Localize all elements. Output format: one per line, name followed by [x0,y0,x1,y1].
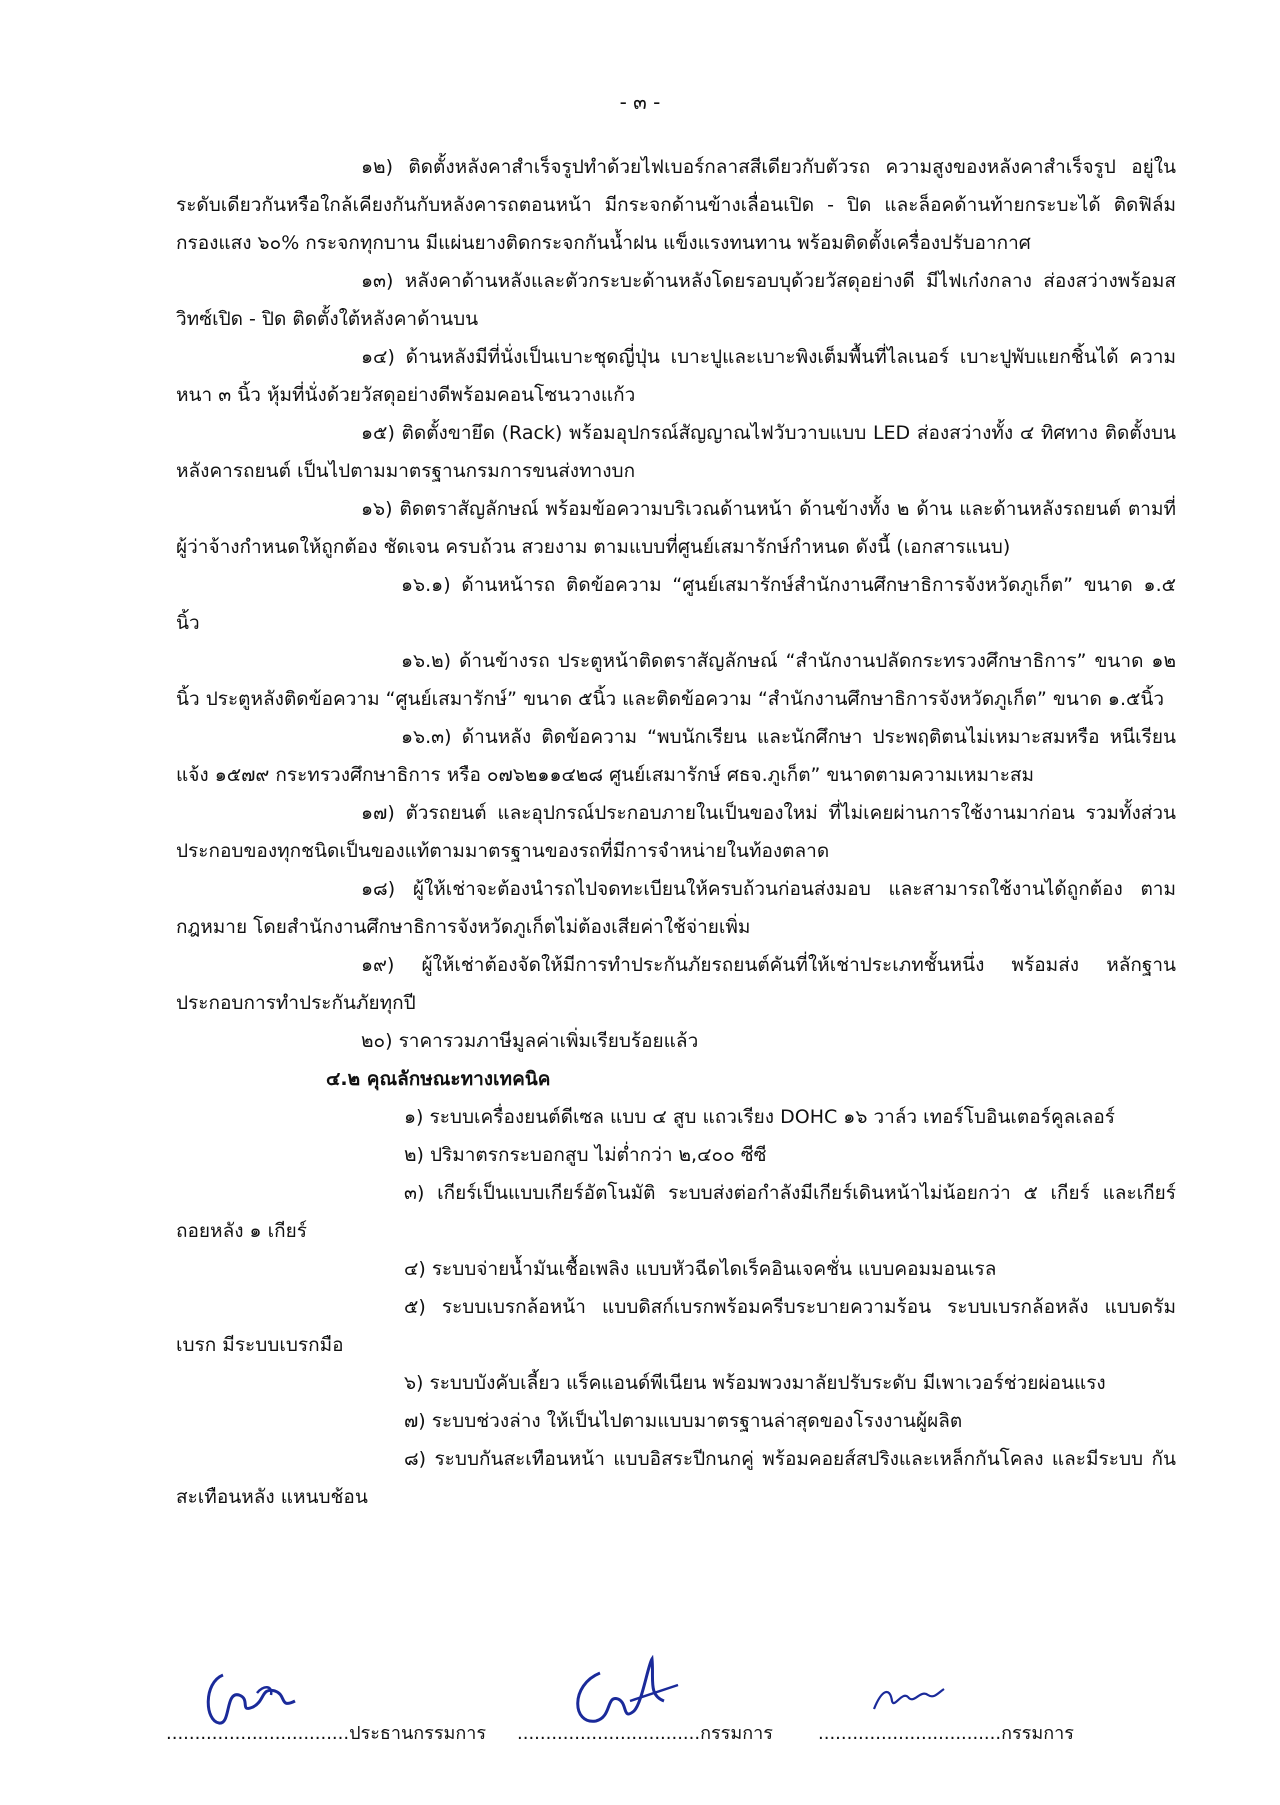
list-item: ๑๔) ด้านหลังมีที่นั่งเป็นเบาะชุดญี่ปุ่น เบาะปูและเบาะพิงเต็มพื้นที่ไลเนอร์ เบาะปูพับแยกชิ้นได้ ความหนา ๓ นิ้ว หุ้มที่นั่งด้วยวัสดุอย่างดีพร้อมคอนโซนวางแก้ว [176,346,1176,406]
chairman-label: ประธานกรรมการ [349,1723,487,1744]
member1-label: กรรมการ [700,1723,773,1744]
tech-item: ๖) ระบบบังคับเลี้ยว แร็คแอนด์พีเนียน พร้อมพวงมาลัยปรับระดับ มีเพาเวอร์ช่วยผ่อนแรง [404,1372,1106,1394]
tech-item: ๘) ระบบกันสะเทือนหน้า แบบอิสระปีกนกคู่ พร้อมคอยส์สปริงและเหล็กกันโคลง และมีระบบ กันสะเทือนหลัง แหนบช้อน [176,1448,1176,1508]
list-item: ๑๖) ติดตราสัญลักษณ์ พร้อมข้อความบริเวณด้านหน้า ด้านข้างทั้ง ๒ ด้าน และด้านหลังรถยนต์ ตามที่ผู้ว่าจ้างกำหนดให้ถูกต้อง ชัดเจน ครบถ้วน สวยงาม ตามแบบที่ศูนย์เสมารักษ์กำหนด ดังนี้ (เอกสารแนบ) [176,498,1176,558]
tech-item: ๔) ระบบจ่ายน้ำมันเชื้อเพลิง แบบหัวฉีดไดเร็คอินเจคชั่น แบบคอมมอนเรล [404,1258,997,1280]
page-number: - ๓ - [619,90,661,114]
tech-item: ๗) ระบบช่วงล่าง ให้เป็นไปตามแบบมาตรฐานล่าสุดของโรงงานผู้ผลิต [404,1410,963,1432]
signature-row [0,1655,1280,1765]
tech-item: ๑) ระบบเครื่องยนต์ดีเซล แบบ ๔ สูบ แถวเรียง DOHC ๑๖ วาล์ว เทอร์โบอินเตอร์คูลเลอร์ [404,1106,1115,1128]
chairman-signature: ................................ประธานกรรมการ [166,1723,487,1744]
tech-item: ๕) ระบบเบรกล้อหน้า แบบดิสก์เบรกพร้อมครีบระบายความร้อน ระบบเบรกล้อหลัง แบบดรัมเบรก มีระบบเบรกมือ [176,1296,1176,1356]
sub-list-item: ๑๖.๓) ด้านหลัง ติดข้อความ “พบนักเรียน และนักศึกษา ประพฤติตนไม่เหมาะสมหรือ หนีเรียน แจ้ง ๑๕๗๙ กระทรวงศึกษาธิการ หรือ ๐๗๖๒๑๑๔๒๘ ศูนย์เสมารักษ์ ศธจ.ภูเก็ต” ขนาดตามความเหมาะสม [176,726,1176,786]
list-item: ๑๕) ติดตั้งขายึด (Rack) พร้อมอุปกรณ์สัญญาณไฟวับวาบแบบ LED ส่องสว่างทั้ง ๔ ทิศทาง ติดตั้งบนหลังคารถยนต์ เป็นไปตามมาตรฐานกรมการขนส่งทางบก [176,422,1176,482]
member2-signature-scribble [868,1679,948,1719]
list-item: ๑๘) ผู้ให้เช่าจะต้องนำรถไปจดทะเบียนให้ครบถ้วนก่อนส่งมอบ และสามารถใช้งานได้ถูกต้อง ตามกฎหมาย โดยสำนักงานศึกษาธิการจังหวัดภูเก็ตไม่ต้องเสียค่าใช้จ่ายเพิ่ม [176,878,1176,938]
sub-list-item: ๑๖.๑) ด้านหน้ารถ ติดข้อความ “ศูนย์เสมารักษ์สำนักงานศึกษาธิการจังหวัดภูเก็ต” ขนาด ๑.๕ นิ้ว [176,574,1176,634]
list-item: ๑๒) ติดตั้งหลังคาสำเร็จรูปทำด้วยไฟเบอร์กลาสสีเดียวกับตัวรถ ความสูงของหลังคาสำเร็จรูป อยู่ในระดับเดียวกันหรือใกล้เคียงกันกับหลังคารถตอนหน้า มีกระจกด้านข้างเลื่อนเปิด - ปิด และล็อคด้านท้ายกระบะได้ ติดฟิล์มกรองแสง ๖๐% กระจกทุกบาน มีแผ่นยางติดกระจกกันน้ำฝน แข็งแรงทนทาน พร้อมติดตั้งเครื่องปรับอากาศ [176,156,1176,254]
document-body [176,148,1176,1516]
tech-item: ๒) ปริมาตรกระบอกสูบ ไม่ต่ำกว่า ๒,๔๐๐ ซีซี [404,1144,767,1166]
sub-list-item: ๑๖.๒) ด้านข้างรถ ประตูหน้าติดตราสัญลักษณ์ “สำนักงานปลัดกระทรวงศึกษาธิการ” ขนาด ๑๒ นิ้ว ประตูหลังติดข้อความ “ศูนย์เสมารักษ์” ขนาด ๕นิ้ว และติดข้อความ “สำนักงานศึกษาธิการจังหวัดภูเก็ต” ขนาด ๑.๕นิ้ว [176,650,1176,710]
member2-signature: ................................กรรมการ [818,1723,1074,1744]
tech-item: ๓) เกียร์เป็นแบบเกียร์อัตโนมัติ ระบบส่งต่อกำลังมีเกียร์เดินหน้าไม่น้อยกว่า ๕ เกียร์ และเกียร์ถอยหลัง ๑ เกียร์ [176,1182,1176,1242]
list-item: ๑๓) หลังคาด้านหลังและตัวกระบะด้านหลังโดยรอบบุด้วยวัสดุอย่างดี มีไฟเก๋งกลาง ส่องสว่างพร้อมสวิทซ์เปิด - ปิด ติดตั้งใต้หลังคาด้านบน [176,270,1176,330]
member1-signature: ................................กรรมการ [517,1723,773,1744]
list-item: ๑๗) ตัวรถยนต์ และอุปกรณ์ประกอบภายในเป็นของใหม่ ที่ไม่เคยผ่านการใช้งานมาก่อน รวมทั้งส่วนประกอบของทุกชนิดเป็นของแท้ตามมาตรฐานของรถที่มีการจำหน่ายในท้องตลาด [176,802,1176,862]
list-item: ๒๐) ราคารวมภาษีมูลค่าเพิ่มเรียบร้อยแล้ว [361,1030,699,1052]
section-heading: ๔.๒ คุณลักษณะทางเทคนิค [326,1068,551,1090]
list-item: ๑๙) ผู้ให้เช่าต้องจัดให้มีการทำประกันภัยรถยนต์คันที่ให้เช่าประเภทชั้นหนึ่ง พร้อมส่ง หลักฐานประกอบการทำประกันภัยทุกปี [176,954,1176,1014]
member2-label: กรรมการ [1001,1723,1074,1744]
